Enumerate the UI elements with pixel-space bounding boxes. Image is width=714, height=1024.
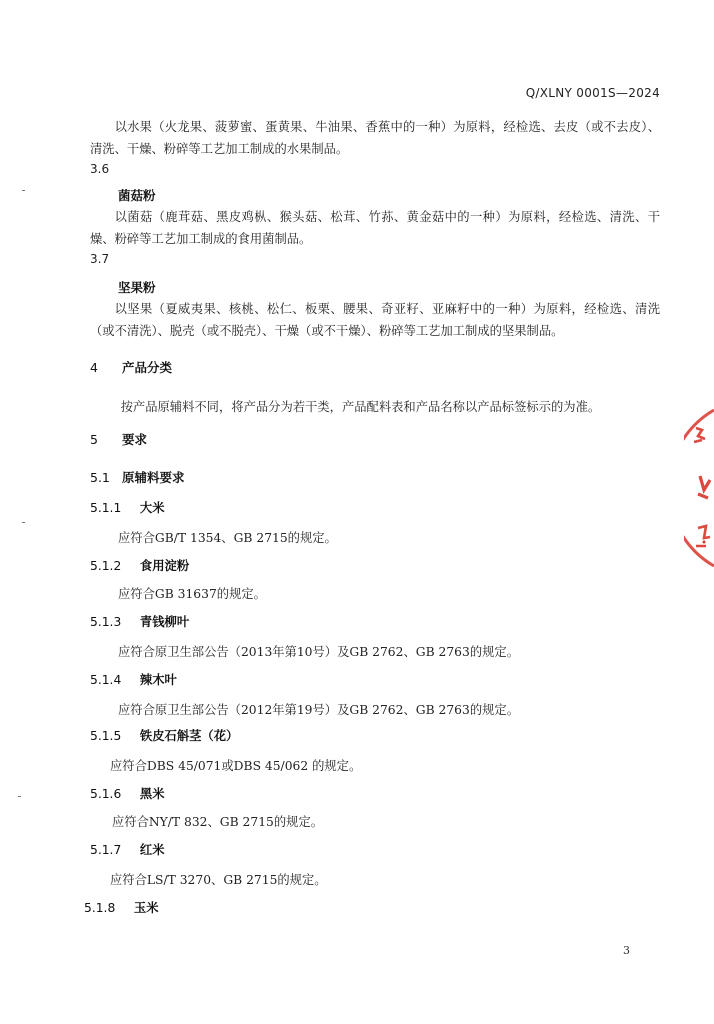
item-number: 5.1.1 xyxy=(90,501,122,515)
scan-speck xyxy=(22,522,25,523)
section-4-text: 按产品原辅料不同，将产品分为若干类，产品配料表和产品名称以产品标签标示的为准。 xyxy=(120,400,601,414)
section-3-6-number: 3.6 xyxy=(90,162,110,176)
scan-speck xyxy=(18,796,21,797)
item-title: 玉米 xyxy=(133,901,159,915)
item-5-1-4-heading xyxy=(90,670,177,688)
item-title: 青钱柳叶 xyxy=(139,615,190,629)
section-3-7-number: 3.7 xyxy=(90,252,110,266)
item-5-1-6-heading xyxy=(90,784,165,802)
section-5-1-number: 5.1 xyxy=(90,470,110,485)
item-5-1-4-text: 应符合原卫生部公告（2012年第19号）及GB 2762、GB 2763的规定。 xyxy=(118,703,520,717)
scan-speck xyxy=(22,190,25,191)
page-number: 3 xyxy=(623,944,630,957)
item-title: 红米 xyxy=(139,843,165,857)
item-5-1-3-text: 应符合原卫生部公告（2013年第10号）及GB 2762、GB 2763的规定。 xyxy=(118,645,520,659)
item-number: 5.1.4 xyxy=(90,673,122,687)
item-title: 大米 xyxy=(139,501,165,515)
seal-stamp-fragment xyxy=(684,408,714,568)
section-5-1-heading xyxy=(90,468,185,486)
section-3-6-definition: 以菌菇（鹿茸菇、黑皮鸡枞、猴头菇、松茸、竹荪、黄金菇中的一种）为原料，经检选、清洗、干燥、粉碎等工艺加工制成的食用菌制品。 xyxy=(90,210,660,246)
section-5-1-title: 原辅料要求 xyxy=(121,470,185,485)
item-number: 5.1.7 xyxy=(90,843,122,857)
item-number: 5.1.8 xyxy=(84,901,116,915)
section-3-7-term: 坚果粉 xyxy=(118,280,156,295)
section-3-7-definition: 以坚果（夏威夷果、核桃、松仁、板栗、腰果、奇亚籽、亚麻籽中的一种）为原料，经检选、清洗（或不清洗）、脱壳（或不脱壳）、干燥（或不干燥）、粉碎等工艺加工制成的坚果制品。 xyxy=(90,302,660,338)
section-5-heading xyxy=(90,430,147,448)
section-5-title: 要求 xyxy=(121,432,147,447)
item-5-1-7-text: 应符合LS/T 3270、GB 2715的规定。 xyxy=(110,873,327,887)
item-5-1-2-heading xyxy=(90,556,189,574)
seal-stamp-icon xyxy=(684,408,714,568)
item-number: 5.1.2 xyxy=(90,559,122,573)
item-5-1-5-text: 应符合DBS 45/071或DBS 45/062 的规定。 xyxy=(110,759,362,773)
item-title: 食用淀粉 xyxy=(139,559,190,573)
item-title: 铁皮石斛茎（花） xyxy=(139,729,239,743)
item-number: 5.1.3 xyxy=(90,615,122,629)
item-number: 5.1.6 xyxy=(90,787,122,801)
item-5-1-6-text: 应符合NY/T 832、GB 2715的规定。 xyxy=(112,815,324,829)
item-5-1-7-heading xyxy=(90,840,165,858)
item-5-1-2-text: 应符合GB 31637的规定。 xyxy=(118,587,266,601)
section-5-number: 5 xyxy=(90,432,98,447)
standard-code: Q/XLNY 0001S—2024 xyxy=(525,86,660,100)
section-4-heading xyxy=(90,358,172,376)
item-5-1-1-text: 应符合GB/T 1354、GB 2715的规定。 xyxy=(118,531,337,545)
item-5-1-5-heading xyxy=(90,726,238,744)
item-number: 5.1.5 xyxy=(90,729,122,743)
section-4-number: 4 xyxy=(90,360,98,375)
item-title: 黑米 xyxy=(139,787,165,801)
section-4-title: 产品分类 xyxy=(121,360,172,375)
item-5-1-1-heading xyxy=(90,498,165,516)
section-3-6-term: 菌菇粉 xyxy=(118,188,156,203)
intro-paragraph: 以水果（火龙果、菠萝蜜、蛋黄果、牛油果、香蕉中的一种）为原料，经检选、去皮（或不去皮）、清洗、干燥、粉碎等工艺加工制成的水果制品。 xyxy=(90,120,660,156)
item-5-1-8-heading xyxy=(84,898,159,916)
item-title: 辣木叶 xyxy=(139,673,177,687)
item-5-1-3-heading xyxy=(90,612,189,630)
